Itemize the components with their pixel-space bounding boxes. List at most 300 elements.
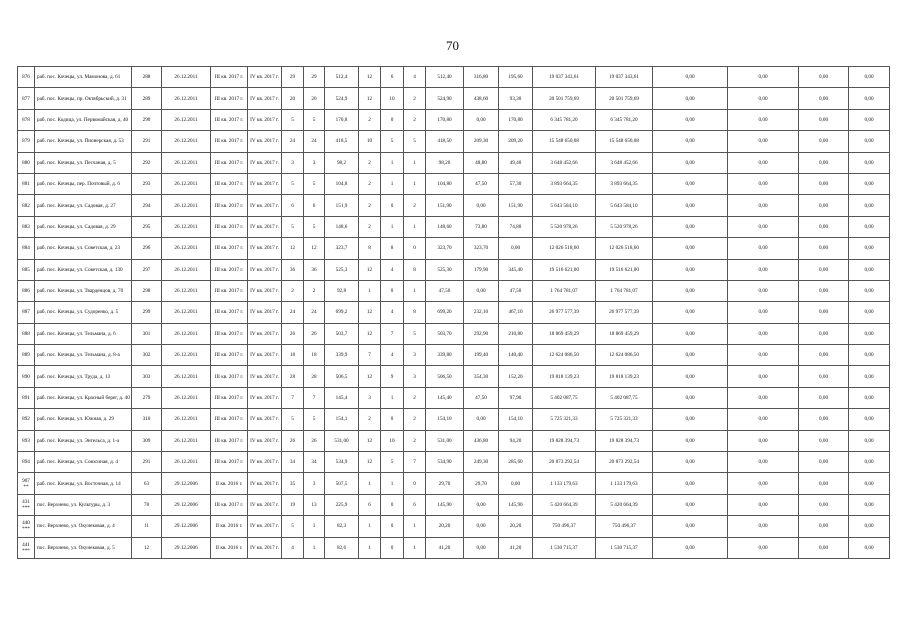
cell-cost-local: 0,00 — [799, 131, 849, 152]
cell-cost-fund: 0,00 — [653, 366, 728, 387]
cell-residents-total: 5 — [282, 216, 304, 237]
cell-flats-total: 3 — [359, 387, 381, 408]
cell-residents-total: 24 — [282, 302, 304, 323]
table-row — [18, 173, 890, 194]
cell-flats-total: 7 — [359, 345, 381, 366]
cell-planned-end: IV кв. 2017 г. — [248, 452, 282, 473]
cell-cost-local: 0,00 — [799, 259, 849, 280]
cell-address: пос. Верхнево, ул. Культуры, д. 3 — [35, 494, 132, 515]
cell-residents-relocated: 5 — [304, 409, 325, 430]
cell-residents-total: 26 — [282, 323, 304, 344]
cell-cost-fund: 0,00 — [653, 537, 728, 558]
cell-area-total: 506,5 — [325, 366, 359, 387]
cell-area-relocated: 339,80 — [426, 345, 464, 366]
cell-cost-regional: 20 501 759,69 — [596, 88, 653, 109]
cell-address: пос. Верхнево, ул. Окунековая, д. 5 — [35, 537, 132, 558]
cell-cost-fund: 0,00 — [653, 131, 728, 152]
cell-residents-total: 3 — [282, 152, 304, 173]
cell-residents-total: 28 — [282, 366, 304, 387]
cell-flats-private: 4 — [381, 302, 404, 323]
cell-flats-private: 0 — [381, 280, 404, 301]
cell-area-relocated: 525,30 — [426, 259, 464, 280]
cell-record-date: 29.12.2006 — [162, 494, 211, 515]
cell-residents-total: 36 — [282, 259, 304, 280]
cell-area-municipal: 154,10 — [499, 409, 533, 430]
cell-record-number: 12 — [132, 537, 162, 558]
table-row — [18, 302, 890, 323]
cell-cost-other: 0,00 — [849, 131, 890, 152]
cell-flats-private: 1 — [381, 216, 404, 237]
cell-area-relocated: 418,50 — [426, 131, 464, 152]
cell-flats-total: 1 — [359, 537, 381, 558]
cell-cost-region: 0,00 — [728, 473, 799, 494]
cell-area-private: 316,80 — [464, 67, 499, 88]
cell-cost-region: 0,00 — [728, 238, 799, 259]
cell-area-municipal: 170,80 — [499, 109, 533, 130]
cell-row-number: 881 — [18, 173, 35, 194]
cell-address: раб. пос. Кочецы, ул. Труда, д. 13 — [35, 366, 132, 387]
cell-residents-relocated: 6 — [304, 195, 325, 216]
cell-planned-start: III кв. 2017 г. — [211, 131, 248, 152]
cell-planned-end: IV кв. 2017 г. — [248, 537, 282, 558]
cell-flats-private: 5 — [381, 131, 404, 152]
cell-address: раб. пос. Кочецы, пер. Почтовый, д. 6 — [35, 173, 132, 194]
cell-cost-other: 0,00 — [849, 238, 890, 259]
cell-flats-private: 0 — [381, 109, 404, 130]
cell-flats-municipal: 8 — [404, 302, 426, 323]
cell-cost-region: 0,00 — [728, 67, 799, 88]
cell-residents-total: 4 — [282, 537, 304, 558]
cell-flats-private: 0 — [381, 409, 404, 430]
cell-cost-regional: 3 893 664,35 — [596, 173, 653, 194]
cell-record-number: 293 — [132, 173, 162, 194]
cell-cost-fund: 0,00 — [653, 109, 728, 130]
cell-row-number: 879 — [18, 131, 35, 152]
cell-area-total: 323,7 — [325, 238, 359, 259]
cell-residents-relocated: 12 — [304, 238, 325, 259]
cell-planned-start: III кв. 2017 г. — [211, 173, 248, 194]
cell-address: раб. пос. Кочецы, ул. Южная, д. 29 — [35, 409, 132, 430]
cell-residents-total: 5 — [282, 516, 304, 537]
cell-cost-total: 1 133 179,63 — [533, 473, 596, 494]
cell-cost-local: 0,00 — [799, 345, 849, 366]
table-body — [18, 67, 890, 559]
cell-area-relocated: 148,60 — [426, 216, 464, 237]
cell-area-relocated: 534,90 — [426, 452, 464, 473]
cell-cost-fund: 0,00 — [653, 152, 728, 173]
cell-area-total: 534,9 — [325, 452, 359, 473]
cell-row-number: 907 ** — [18, 473, 35, 494]
cell-row-number: 441 *** — [18, 537, 35, 558]
cell-area-total: 512,4 — [325, 67, 359, 88]
cell-cost-fund: 0,00 — [653, 452, 728, 473]
cell-cost-region: 0,00 — [728, 345, 799, 366]
cell-planned-start: III кв. 2017 г. — [211, 345, 248, 366]
cell-area-relocated: 151,90 — [426, 195, 464, 216]
cell-area-relocated: 29,70 — [426, 473, 464, 494]
housing-register-table — [17, 66, 890, 559]
cell-area-total: 170,8 — [325, 109, 359, 130]
cell-residents-relocated: 26 — [304, 430, 325, 451]
table-row — [18, 216, 890, 237]
cell-flats-total: 12 — [359, 302, 381, 323]
cell-flats-private: 0 — [381, 537, 404, 558]
cell-area-private: 29,70 — [464, 473, 499, 494]
cell-area-total: 225,9 — [325, 494, 359, 515]
cell-address: раб. пос. Кочецы, ул. Судоренко, д. 5 — [35, 302, 132, 323]
cell-area-municipal: 57,30 — [499, 173, 533, 194]
cell-area-private: 232,10 — [464, 302, 499, 323]
cell-area-relocated: 98,20 — [426, 152, 464, 173]
cell-flats-total: 12 — [359, 67, 381, 88]
cell-area-relocated: 145,40 — [426, 387, 464, 408]
cell-planned-end: IV кв. 2017 г. — [248, 259, 282, 280]
table-row — [18, 387, 890, 408]
cell-cost-fund: 0,00 — [653, 259, 728, 280]
cell-row-number: 894 — [18, 452, 35, 473]
cell-row-number: 888 — [18, 323, 35, 344]
cell-planned-end: IV кв. 2017 г. — [248, 109, 282, 130]
cell-cost-fund: 0,00 — [653, 345, 728, 366]
cell-residents-relocated: 5 — [304, 173, 325, 194]
cell-cost-other: 0,00 — [849, 409, 890, 430]
cell-address: пос. Верхнево, ул. Окунековая, д. 4 — [35, 516, 132, 537]
cell-cost-total: 19 516 621,00 — [533, 259, 596, 280]
cell-area-private: 0,00 — [464, 280, 499, 301]
cell-flats-municipal: 2 — [404, 88, 426, 109]
cell-cost-local: 0,00 — [799, 409, 849, 430]
cell-cost-regional: 19 818 139,23 — [596, 366, 653, 387]
cell-area-municipal: 151,90 — [499, 195, 533, 216]
cell-cost-fund: 0,00 — [653, 323, 728, 344]
cell-area-municipal: 467,10 — [499, 302, 533, 323]
cell-area-municipal: 285,60 — [499, 452, 533, 473]
cell-residents-total: 5 — [282, 173, 304, 194]
cell-planned-start: III кв. 2017 г. — [211, 67, 248, 88]
cell-cost-other: 0,00 — [849, 473, 890, 494]
cell-residents-total: 19 — [282, 494, 304, 515]
cell-cost-local: 0,00 — [799, 430, 849, 451]
table-row — [18, 259, 890, 280]
cell-planned-end: IV кв. 2017 г. — [248, 430, 282, 451]
cell-flats-private: 0 — [381, 195, 404, 216]
cell-record-number: 297 — [132, 259, 162, 280]
cell-row-number: 889 — [18, 345, 35, 366]
cell-row-number: 878 — [18, 109, 35, 130]
cell-cost-regional: 1 133 179,63 — [596, 473, 653, 494]
cell-planned-end: IV кв. 2017 г. — [248, 131, 282, 152]
cell-cost-regional: 26 977 577,39 — [596, 302, 653, 323]
cell-flats-total: 12 — [359, 88, 381, 109]
cell-cost-other: 0,00 — [849, 280, 890, 301]
cell-flats-total: 2 — [359, 216, 381, 237]
cell-cost-other: 0,00 — [849, 67, 890, 88]
cell-area-total: 92,8 — [325, 280, 359, 301]
cell-cost-local: 0,00 — [799, 88, 849, 109]
cell-cost-local: 0,00 — [799, 323, 849, 344]
table-row — [18, 195, 890, 216]
cell-cost-local: 0,00 — [799, 216, 849, 237]
cell-residents-relocated: 18 — [304, 345, 325, 366]
cell-record-number: 288 — [132, 67, 162, 88]
cell-cost-total: 750 496,37 — [533, 516, 596, 537]
cell-flats-municipal: 2 — [404, 430, 426, 451]
cell-planned-end: IV кв. 2017 г. — [248, 152, 282, 173]
cell-cost-fund: 0,00 — [653, 302, 728, 323]
cell-area-private: 0,00 — [464, 516, 499, 537]
cell-address: раб. пос. Кочецы, ул. Тварденцов, д. 70 — [35, 280, 132, 301]
cell-area-municipal: 94,20 — [499, 430, 533, 451]
cell-area-municipal: 20,20 — [499, 516, 533, 537]
cell-cost-local: 0,00 — [799, 195, 849, 216]
cell-record-number: 299 — [132, 302, 162, 323]
cell-cost-other: 0,00 — [849, 88, 890, 109]
cell-record-date: 26.12.2011 — [162, 366, 211, 387]
cell-record-date: 29.12.2006 — [162, 516, 211, 537]
cell-cost-other: 0,00 — [849, 259, 890, 280]
cell-area-municipal: 41,20 — [499, 537, 533, 558]
cell-residents-total: 20 — [282, 88, 304, 109]
cell-record-number: 292 — [132, 152, 162, 173]
cell-flats-municipal: 0 — [404, 473, 426, 494]
cell-planned-start: II кв. 2016 г. — [211, 473, 248, 494]
cell-cost-total: 20 873 292,54 — [533, 452, 596, 473]
cell-cost-fund: 0,00 — [653, 430, 728, 451]
cell-cost-total: 26 977 577,39 — [533, 302, 596, 323]
cell-area-total: 503,7 — [325, 323, 359, 344]
cell-flats-total: 6 — [359, 494, 381, 515]
cell-residents-relocated: 5 — [304, 216, 325, 237]
cell-row-number: 885 — [18, 259, 35, 280]
cell-flats-municipal: 4 — [404, 67, 426, 88]
cell-planned-end: IV кв. 2017 г. — [248, 409, 282, 430]
cell-cost-local: 0,00 — [799, 152, 849, 173]
cell-cost-region: 0,00 — [728, 216, 799, 237]
cell-row-number: 440 *** — [18, 516, 35, 537]
cell-cost-total: 5 643 584,10 — [533, 195, 596, 216]
cell-cost-regional: 12 624 086,50 — [596, 345, 653, 366]
cell-area-total: 145,4 — [325, 387, 359, 408]
cell-area-relocated: 503,70 — [426, 323, 464, 344]
cell-flats-municipal: 1 — [404, 216, 426, 237]
cell-cost-total: 5 520 978,26 — [533, 216, 596, 237]
cell-flats-municipal: 7 — [404, 452, 426, 473]
cell-row-number: 890 — [18, 366, 35, 387]
cell-cost-regional: 20 873 292,54 — [596, 452, 653, 473]
cell-residents-relocated: 1 — [304, 516, 325, 537]
cell-record-date: 26.12.2011 — [162, 430, 211, 451]
cell-row-number: 876 — [18, 67, 35, 88]
cell-area-private: 292,90 — [464, 323, 499, 344]
cell-area-municipal: 345,40 — [499, 259, 533, 280]
table-row — [18, 409, 890, 430]
cell-cost-fund: 0,00 — [653, 173, 728, 194]
cell-flats-total: 12 — [359, 259, 381, 280]
cell-record-date: 26.12.2011 — [162, 452, 211, 473]
cell-cost-other: 0,00 — [849, 109, 890, 130]
cell-address: раб. пос. Кочецы, ул. Энгельса, д. 1-а — [35, 430, 132, 451]
cell-area-total: 418,5 — [325, 131, 359, 152]
table-row — [18, 430, 890, 451]
cell-area-total: 531,00 — [325, 430, 359, 451]
cell-area-private: 438,60 — [464, 88, 499, 109]
cell-residents-relocated: 36 — [304, 259, 325, 280]
cell-record-date: 26.12.2011 — [162, 131, 211, 152]
cell-flats-total: 1 — [359, 280, 381, 301]
cell-cost-local: 0,00 — [799, 516, 849, 537]
cell-residents-total: 5 — [282, 409, 304, 430]
page-number: 70 — [446, 38, 459, 53]
cell-address: раб. пос. Кочецы, ул. Пионерская, д. 53 — [35, 131, 132, 152]
table-row — [18, 537, 890, 558]
table-row — [18, 452, 890, 473]
cell-cost-local: 0,00 — [799, 238, 849, 259]
cell-area-municipal: 210,80 — [499, 323, 533, 344]
cell-area-total: 699,2 — [325, 302, 359, 323]
cell-flats-municipal: 0 — [404, 238, 426, 259]
cell-cost-total: 3 893 664,35 — [533, 173, 596, 194]
cell-address: раб. пос. Кочецы, ул. Советская, д. 130 — [35, 259, 132, 280]
cell-area-total: 339,9 — [325, 345, 359, 366]
cell-cost-total: 12 624 086,50 — [533, 345, 596, 366]
cell-record-number: 63 — [132, 473, 162, 494]
cell-planned-end: IV кв. 2017 г. — [248, 216, 282, 237]
cell-record-date: 26.12.2011 — [162, 387, 211, 408]
cell-cost-other: 0,00 — [849, 195, 890, 216]
cell-flats-municipal: 1 — [404, 152, 426, 173]
cell-flats-municipal: 2 — [404, 195, 426, 216]
cell-cost-total: 19 818 139,23 — [533, 366, 596, 387]
cell-record-number: 303 — [132, 366, 162, 387]
cell-planned-start: III кв. 2017 г. — [211, 280, 248, 301]
cell-residents-total: 12 — [282, 238, 304, 259]
cell-record-date: 26.12.2011 — [162, 259, 211, 280]
cell-cost-regional: 5 520 978,26 — [596, 216, 653, 237]
cell-cost-local: 0,00 — [799, 452, 849, 473]
cell-flats-private: 5 — [381, 452, 404, 473]
cell-flats-municipal: 2 — [404, 409, 426, 430]
cell-area-private: 47,50 — [464, 387, 499, 408]
cell-residents-relocated: 3 — [304, 473, 325, 494]
cell-cost-other: 0,00 — [849, 516, 890, 537]
cell-area-private: 0,00 — [464, 409, 499, 430]
cell-flats-total: 2 — [359, 409, 381, 430]
cell-area-private: 199,40 — [464, 345, 499, 366]
cell-flats-municipal: 6 — [404, 494, 426, 515]
cell-address: раб. пос. Кочецы, ул. Мамонова, д. 61 — [35, 67, 132, 88]
cell-record-number: 298 — [132, 280, 162, 301]
cell-flats-private: 0 — [381, 494, 404, 515]
cell-residents-relocated: 13 — [304, 494, 325, 515]
cell-flats-municipal: 1 — [404, 537, 426, 558]
cell-cost-local: 0,00 — [799, 473, 849, 494]
cell-area-relocated: 531,00 — [426, 430, 464, 451]
cell-cost-fund: 0,00 — [653, 473, 728, 494]
cell-cost-regional: 5 725 321,33 — [596, 409, 653, 430]
cell-cost-local: 0,00 — [799, 280, 849, 301]
cell-record-number: 296 — [132, 238, 162, 259]
cell-cost-region: 0,00 — [728, 280, 799, 301]
cell-residents-total: 2 — [282, 280, 304, 301]
cell-flats-private: 1 — [381, 473, 404, 494]
cell-planned-start: III кв. 2017 г. — [211, 195, 248, 216]
cell-planned-start: II кв. 2016 г. — [211, 516, 248, 537]
cell-cost-region: 0,00 — [728, 366, 799, 387]
cell-flats-private: 1 — [381, 387, 404, 408]
cell-residents-total: 5 — [282, 109, 304, 130]
cell-cost-local: 0,00 — [799, 109, 849, 130]
cell-flats-total: 12 — [359, 452, 381, 473]
cell-record-date: 26.12.2011 — [162, 216, 211, 237]
cell-record-number: 302 — [132, 345, 162, 366]
cell-cost-total: 19 037 343,61 — [533, 67, 596, 88]
cell-flats-total: 10 — [359, 131, 381, 152]
cell-planned-end: IV кв. 2017 г. — [248, 494, 282, 515]
cell-residents-relocated: 1 — [304, 537, 325, 558]
cell-area-municipal: 93,30 — [499, 88, 533, 109]
cell-address: раб. пос. Кочецы, ул. Восточная, д. 14 — [35, 473, 132, 494]
cell-cost-regional: 19 516 621,00 — [596, 259, 653, 280]
cell-cost-local: 0,00 — [799, 494, 849, 515]
cell-cost-region: 0,00 — [728, 152, 799, 173]
cell-planned-start: III кв. 2017 г. — [211, 302, 248, 323]
cell-flats-private: 8 — [381, 238, 404, 259]
cell-planned-end: IV кв. 2017 г. — [248, 238, 282, 259]
cell-address: раб. пос. Кочецы, ул. Тельмана, д. 6 — [35, 323, 132, 344]
cell-cost-local: 0,00 — [799, 537, 849, 558]
cell-flats-municipal: 8 — [404, 259, 426, 280]
table-row — [18, 67, 890, 88]
table-row — [18, 323, 890, 344]
cell-cost-fund: 0,00 — [653, 409, 728, 430]
cell-record-number: 291 — [132, 452, 162, 473]
cell-record-number: 11 — [132, 516, 162, 537]
cell-flats-total: 2 — [359, 195, 381, 216]
cell-record-date: 26.12.2011 — [162, 173, 211, 194]
cell-cost-region: 0,00 — [728, 173, 799, 194]
cell-flats-private: 7 — [381, 323, 404, 344]
cell-flats-total: 1 — [359, 516, 381, 537]
cell-cost-region: 0,00 — [728, 516, 799, 537]
cell-record-date: 26.12.2011 — [162, 280, 211, 301]
cell-residents-total: 18 — [282, 345, 304, 366]
cell-planned-end: IV кв. 2017 г. — [248, 387, 282, 408]
cell-planned-start: III кв. 2017 г. — [211, 109, 248, 130]
cell-cost-fund: 0,00 — [653, 516, 728, 537]
cell-row-number: 880 — [18, 152, 35, 173]
cell-planned-start: II кв. 2016 г. — [211, 537, 248, 558]
cell-residents-relocated: 3 — [304, 152, 325, 173]
cell-flats-municipal: 3 — [404, 366, 426, 387]
cell-flats-total: 2 — [359, 109, 381, 130]
cell-area-municipal: 140,40 — [499, 345, 533, 366]
cell-address: раб. пос. Кочецы, ул. Красный берег, д. 40 — [35, 387, 132, 408]
cell-cost-fund: 0,00 — [653, 494, 728, 515]
cell-area-total: 104,8 — [325, 173, 359, 194]
cell-area-private: 73,80 — [464, 216, 499, 237]
cell-row-number: 882 — [18, 195, 35, 216]
cell-area-total: 525,3 — [325, 259, 359, 280]
cell-planned-start: III кв. 2017 г. — [211, 259, 248, 280]
cell-cost-region: 0,00 — [728, 259, 799, 280]
cell-record-date: 26.12.2011 — [162, 152, 211, 173]
cell-record-date: 26.12.2011 — [162, 409, 211, 430]
cell-cost-local: 0,00 — [799, 67, 849, 88]
cell-cost-total: 3 648 452,66 — [533, 152, 596, 173]
cell-area-relocated: 699,20 — [426, 302, 464, 323]
cell-record-date: 26.12.2011 — [162, 302, 211, 323]
cell-planned-start: III кв. 2017 г. — [211, 238, 248, 259]
